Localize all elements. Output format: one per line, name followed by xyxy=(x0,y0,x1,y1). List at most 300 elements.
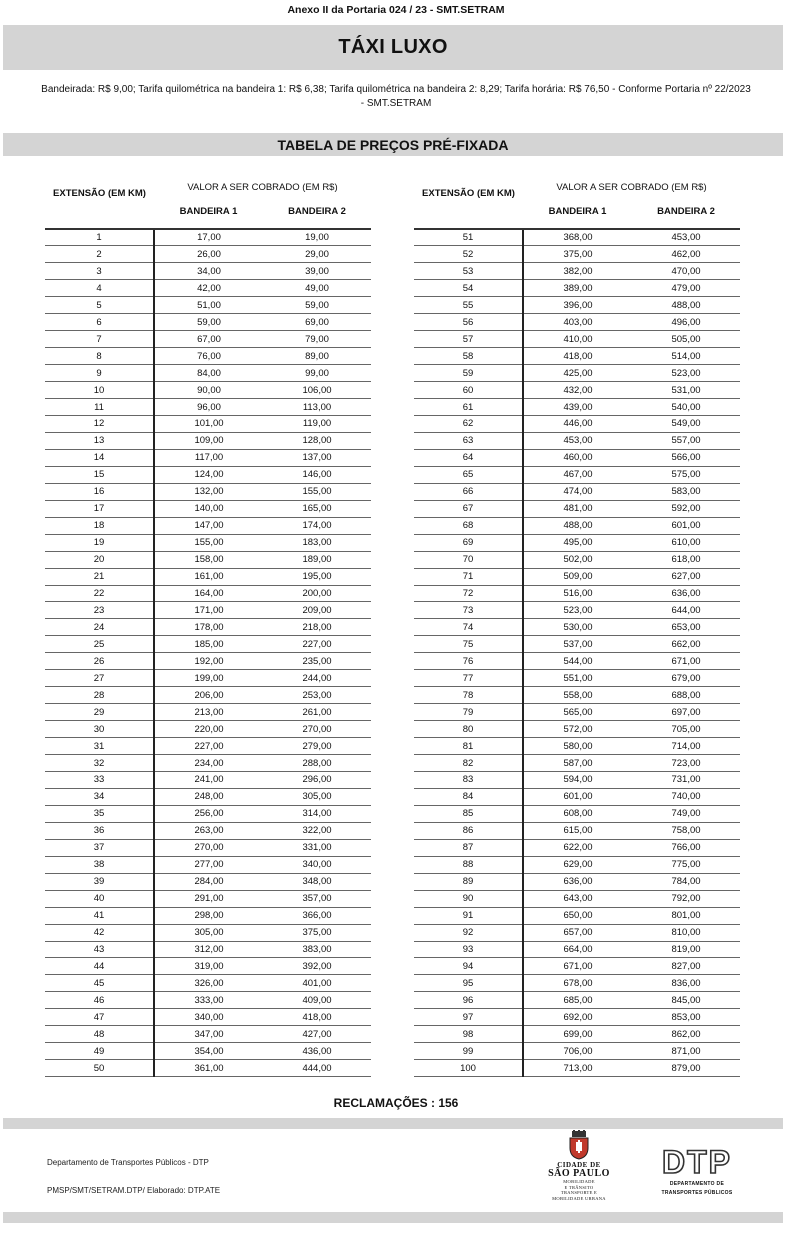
cell-bandeira2: 253,00 xyxy=(263,687,371,704)
cell-bandeira2: 314,00 xyxy=(263,805,371,822)
cell-extensao: 56 xyxy=(414,314,523,331)
table-row xyxy=(414,280,740,297)
sp-sec-line-3: TRANSPORTE E xyxy=(560,1190,598,1195)
table-row xyxy=(45,1026,371,1043)
cell-bandeira1: 333,00 xyxy=(154,992,263,1009)
cell-bandeira1: 692,00 xyxy=(523,1009,632,1026)
cell-bandeira1: 84,00 xyxy=(154,365,263,382)
cell-bandeira2: 792,00 xyxy=(632,890,740,907)
cell-extensao: 68 xyxy=(414,517,523,534)
cell-bandeira1: 664,00 xyxy=(523,941,632,958)
table-row xyxy=(414,551,740,568)
cell-bandeira1: 572,00 xyxy=(523,721,632,738)
annex-caption: Anexo II da Portaria 024 / 23 - SMT.SETRAM xyxy=(287,4,505,16)
cell-bandeira2: 79,00 xyxy=(263,331,371,348)
table-row xyxy=(414,653,740,670)
cell-extensao: 66 xyxy=(414,483,523,500)
cell-bandeira1: 375,00 xyxy=(523,246,632,263)
cell-bandeira1: 51,00 xyxy=(154,297,263,314)
cell-bandeira1: 495,00 xyxy=(523,534,632,551)
cell-bandeira1: 361,00 xyxy=(154,1060,263,1077)
cell-extensao: 11 xyxy=(45,399,154,416)
cell-bandeira1: 270,00 xyxy=(154,839,263,856)
cell-extensao: 18 xyxy=(45,517,154,534)
cell-extensao: 57 xyxy=(414,331,523,348)
cell-bandeira2: 601,00 xyxy=(632,517,740,534)
sp-city-small: CIDADE DE xyxy=(557,1161,601,1169)
cell-bandeira2: 470,00 xyxy=(632,263,740,280)
dtp-logo-text: DTP xyxy=(662,1146,732,1178)
cell-bandeira1: 248,00 xyxy=(154,788,263,805)
cell-bandeira2: 128,00 xyxy=(263,432,371,449)
cell-extensao: 73 xyxy=(414,602,523,619)
cell-bandeira2: 366,00 xyxy=(263,907,371,924)
cell-bandeira1: 206,00 xyxy=(154,687,263,704)
cell-bandeira2: 845,00 xyxy=(632,992,740,1009)
cell-bandeira1: 425,00 xyxy=(523,365,632,382)
table-row xyxy=(45,738,371,755)
table-row xyxy=(45,907,371,924)
table-row xyxy=(414,1026,740,1043)
cell-bandeira2: 195,00 xyxy=(263,568,371,585)
cell-bandeira1: 256,00 xyxy=(154,805,263,822)
cell-extensao: 10 xyxy=(45,382,154,399)
cell-bandeira2: 636,00 xyxy=(632,585,740,602)
cell-extensao: 80 xyxy=(414,721,523,738)
cell-bandeira2: 261,00 xyxy=(263,704,371,721)
cell-bandeira1: 171,00 xyxy=(154,602,263,619)
table-row xyxy=(414,873,740,890)
table-row xyxy=(45,551,371,568)
table-row xyxy=(414,772,740,789)
cell-bandeira1: 530,00 xyxy=(523,619,632,636)
cell-bandeira1: 474,00 xyxy=(523,483,632,500)
cell-extensao: 88 xyxy=(414,856,523,873)
table-row xyxy=(45,687,371,704)
cell-bandeira1: 587,00 xyxy=(523,755,632,772)
cell-bandeira2: 119,00 xyxy=(263,415,371,432)
cell-extensao: 20 xyxy=(45,551,154,568)
cell-bandeira2: 227,00 xyxy=(263,636,371,653)
cell-bandeira2: 819,00 xyxy=(632,941,740,958)
cell-extensao: 85 xyxy=(414,805,523,822)
table-row xyxy=(45,466,371,483)
cell-bandeira1: 389,00 xyxy=(523,280,632,297)
cell-bandeira2: 801,00 xyxy=(632,907,740,924)
table-row xyxy=(414,585,740,602)
cell-bandeira2: 557,00 xyxy=(632,432,740,449)
cell-bandeira2: 549,00 xyxy=(632,415,740,432)
table-row xyxy=(45,941,371,958)
cell-extensao: 44 xyxy=(45,958,154,975)
cell-bandeira2: 627,00 xyxy=(632,568,740,585)
col-header-bandeira1: BANDEIRA 1 xyxy=(154,199,263,229)
cell-bandeira1: 213,00 xyxy=(154,704,263,721)
cell-extensao: 9 xyxy=(45,365,154,382)
cell-extensao: 64 xyxy=(414,449,523,466)
cell-bandeira2: 357,00 xyxy=(263,890,371,907)
table-row xyxy=(45,415,371,432)
col-header-bandeira2: BANDEIRA 2 xyxy=(263,199,371,229)
table-row xyxy=(414,246,740,263)
cell-bandeira2: 209,00 xyxy=(263,602,371,619)
dtp-logo-mark xyxy=(651,1146,743,1178)
table-row xyxy=(45,1043,371,1060)
cell-extensao: 86 xyxy=(414,822,523,839)
cell-bandeira2: 29,00 xyxy=(263,246,371,263)
cell-bandeira2: 740,00 xyxy=(632,788,740,805)
table-row xyxy=(45,297,371,314)
cell-extensao: 17 xyxy=(45,500,154,517)
cell-extensao: 50 xyxy=(45,1060,154,1077)
cell-bandeira2: 113,00 xyxy=(263,399,371,416)
table-row xyxy=(45,839,371,856)
cell-extensao: 84 xyxy=(414,788,523,805)
cell-bandeira2: 183,00 xyxy=(263,534,371,551)
table-row xyxy=(414,1009,740,1026)
table-row xyxy=(414,839,740,856)
cell-bandeira1: 340,00 xyxy=(154,1009,263,1026)
cell-bandeira2: 418,00 xyxy=(263,1009,371,1026)
cell-extensao: 97 xyxy=(414,1009,523,1026)
cell-bandeira2: 19,00 xyxy=(263,229,371,246)
cell-extensao: 21 xyxy=(45,568,154,585)
table-row xyxy=(414,449,740,466)
table-row xyxy=(414,755,740,772)
table-row xyxy=(414,534,740,551)
table-row xyxy=(45,805,371,822)
table-row xyxy=(414,687,740,704)
cell-extensao: 41 xyxy=(45,907,154,924)
cell-bandeira2: 871,00 xyxy=(632,1043,740,1060)
cell-bandeira1: 685,00 xyxy=(523,992,632,1009)
cell-bandeira2: 453,00 xyxy=(632,229,740,246)
table-row xyxy=(45,517,371,534)
cell-bandeira2: 671,00 xyxy=(632,653,740,670)
cell-extensao: 99 xyxy=(414,1043,523,1060)
cell-bandeira1: 291,00 xyxy=(154,890,263,907)
dtp-sub-line-1: DEPARTAMENTO DE xyxy=(669,1181,725,1187)
sp-sec-line-1: MOBILIDADE xyxy=(563,1179,595,1184)
cell-bandeira1: 241,00 xyxy=(154,772,263,789)
cell-bandeira1: 629,00 xyxy=(523,856,632,873)
cell-bandeira2: 505,00 xyxy=(632,331,740,348)
table-row xyxy=(45,890,371,907)
table-row xyxy=(414,890,740,907)
cell-extensao: 78 xyxy=(414,687,523,704)
cell-extensao: 89 xyxy=(414,873,523,890)
table-row xyxy=(45,704,371,721)
table-row xyxy=(414,822,740,839)
cell-extensao: 12 xyxy=(45,415,154,432)
table-row xyxy=(414,924,740,941)
cell-extensao: 92 xyxy=(414,924,523,941)
footer-elaborated: PMSP/SMT/SETRAM.DTP/ Elaborado: DTP.ATE xyxy=(47,1186,221,1195)
cell-extensao: 4 xyxy=(45,280,154,297)
cell-bandeira1: 643,00 xyxy=(523,890,632,907)
cell-bandeira2: 592,00 xyxy=(632,500,740,517)
cell-extensao: 29 xyxy=(45,704,154,721)
cell-bandeira1: 192,00 xyxy=(154,653,263,670)
cell-extensao: 25 xyxy=(45,636,154,653)
cell-bandeira2: 235,00 xyxy=(263,653,371,670)
table-title-band xyxy=(3,133,783,156)
cell-extensao: 38 xyxy=(45,856,154,873)
cell-bandeira2: 688,00 xyxy=(632,687,740,704)
cell-extensao: 7 xyxy=(45,331,154,348)
cell-bandeira1: 523,00 xyxy=(523,602,632,619)
table-row xyxy=(45,314,371,331)
cell-bandeira1: 551,00 xyxy=(523,670,632,687)
cell-bandeira2: 174,00 xyxy=(263,517,371,534)
table-row xyxy=(45,772,371,789)
cell-extensao: 61 xyxy=(414,399,523,416)
cell-extensao: 54 xyxy=(414,280,523,297)
table-row xyxy=(45,822,371,839)
table-row xyxy=(414,399,740,416)
cell-extensao: 93 xyxy=(414,941,523,958)
cell-bandeira1: 706,00 xyxy=(523,1043,632,1060)
cell-extensao: 1 xyxy=(45,229,154,246)
table-row xyxy=(45,263,371,280)
cell-extensao: 28 xyxy=(45,687,154,704)
cell-extensao: 19 xyxy=(45,534,154,551)
page-title: TÁXI LUXO xyxy=(338,36,448,58)
cell-bandeira1: 158,00 xyxy=(154,551,263,568)
cell-extensao: 100 xyxy=(414,1060,523,1077)
cell-bandeira1: 650,00 xyxy=(523,907,632,924)
cell-bandeira1: 488,00 xyxy=(523,517,632,534)
cell-bandeira2: 331,00 xyxy=(263,839,371,856)
cell-bandeira1: 502,00 xyxy=(523,551,632,568)
table-title: TABELA DE PREÇOS PRÉ-FIXADA xyxy=(277,136,509,153)
cell-bandeira1: 312,00 xyxy=(154,941,263,958)
cell-bandeira1: 347,00 xyxy=(154,1026,263,1043)
cell-bandeira1: 354,00 xyxy=(154,1043,263,1060)
cell-bandeira1: 544,00 xyxy=(523,653,632,670)
table-row xyxy=(414,992,740,1009)
cell-bandeira1: 580,00 xyxy=(523,738,632,755)
cell-extensao: 22 xyxy=(45,585,154,602)
table-row xyxy=(414,432,740,449)
cell-extensao: 65 xyxy=(414,466,523,483)
cell-bandeira1: 608,00 xyxy=(523,805,632,822)
cell-bandeira1: 42,00 xyxy=(154,280,263,297)
table-row xyxy=(45,382,371,399)
cell-extensao: 48 xyxy=(45,1026,154,1043)
table-row xyxy=(414,958,740,975)
cell-bandeira1: 537,00 xyxy=(523,636,632,653)
cell-extensao: 49 xyxy=(45,1043,154,1060)
cell-bandeira2: 610,00 xyxy=(632,534,740,551)
cell-bandeira1: 34,00 xyxy=(154,263,263,280)
cell-extensao: 40 xyxy=(45,890,154,907)
cell-bandeira2: 165,00 xyxy=(263,500,371,517)
table-row xyxy=(414,738,740,755)
cell-bandeira2: 853,00 xyxy=(632,1009,740,1026)
cell-extensao: 59 xyxy=(414,365,523,382)
cell-bandeira1: 305,00 xyxy=(154,924,263,941)
cell-extensao: 15 xyxy=(45,466,154,483)
cell-bandeira1: 636,00 xyxy=(523,873,632,890)
cell-bandeira2: 392,00 xyxy=(263,958,371,975)
table-row xyxy=(45,788,371,805)
cell-bandeira1: 481,00 xyxy=(523,500,632,517)
cell-bandeira1: 17,00 xyxy=(154,229,263,246)
table-body-right xyxy=(414,229,740,1077)
table-row xyxy=(414,602,740,619)
cell-extensao: 94 xyxy=(414,958,523,975)
cell-bandeira1: 147,00 xyxy=(154,517,263,534)
cell-bandeira1: 140,00 xyxy=(154,500,263,517)
cell-bandeira1: 155,00 xyxy=(154,534,263,551)
cell-extensao: 43 xyxy=(45,941,154,958)
cell-extensao: 91 xyxy=(414,907,523,924)
cell-extensao: 30 xyxy=(45,721,154,738)
cell-bandeira2: 270,00 xyxy=(263,721,371,738)
table-row xyxy=(45,500,371,517)
cell-bandeira2: 653,00 xyxy=(632,619,740,636)
cell-extensao: 55 xyxy=(414,297,523,314)
cell-extensao: 39 xyxy=(45,873,154,890)
table-row xyxy=(414,297,740,314)
table-row xyxy=(45,399,371,416)
table-row xyxy=(414,331,740,348)
cell-bandeira2: 69,00 xyxy=(263,314,371,331)
cell-bandeira1: 622,00 xyxy=(523,839,632,856)
cell-extensao: 52 xyxy=(414,246,523,263)
cell-extensao: 27 xyxy=(45,670,154,687)
cell-bandeira1: 446,00 xyxy=(523,415,632,432)
cell-bandeira1: 263,00 xyxy=(154,822,263,839)
cell-extensao: 79 xyxy=(414,704,523,721)
cell-bandeira2: 705,00 xyxy=(632,721,740,738)
table-row xyxy=(45,365,371,382)
cell-bandeira2: 427,00 xyxy=(263,1026,371,1043)
cell-extensao: 63 xyxy=(414,432,523,449)
cell-bandeira1: 124,00 xyxy=(154,466,263,483)
cell-bandeira2: 766,00 xyxy=(632,839,740,856)
cell-extensao: 24 xyxy=(45,619,154,636)
reclamacoes-label: RECLAMAÇÕES : 156 xyxy=(333,1096,459,1110)
cell-bandeira2: 146,00 xyxy=(263,466,371,483)
cell-extensao: 60 xyxy=(414,382,523,399)
table-row xyxy=(45,602,371,619)
cell-extensao: 5 xyxy=(45,297,154,314)
cell-bandeira2: 279,00 xyxy=(263,738,371,755)
cell-bandeira2: 575,00 xyxy=(632,466,740,483)
cell-extensao: 13 xyxy=(45,432,154,449)
table-row xyxy=(414,941,740,958)
table-row xyxy=(414,721,740,738)
table-row xyxy=(45,534,371,551)
cell-bandeira2: 488,00 xyxy=(632,297,740,314)
table-row xyxy=(45,229,371,246)
cell-bandeira1: 432,00 xyxy=(523,382,632,399)
table-row xyxy=(45,585,371,602)
cell-bandeira2: 540,00 xyxy=(632,399,740,416)
cell-extensao: 70 xyxy=(414,551,523,568)
tariff-note: Bandeirada: R$ 9,00; Tarifa quilométrica na bandeira 1: R$ 6,38; Tarifa quilométrica na bandeira 2: 8,29; Tarifa horária: R$ 76,50 - Conforme Portaria nº 22/2023 - SMT.SETRAM xyxy=(41,84,751,109)
table-row xyxy=(45,449,371,466)
cell-extensao: 46 xyxy=(45,992,154,1009)
cell-bandeira1: 594,00 xyxy=(523,772,632,789)
table-row xyxy=(45,873,371,890)
cell-bandeira1: 90,00 xyxy=(154,382,263,399)
cell-bandeira2: 89,00 xyxy=(263,348,371,365)
table-row xyxy=(45,975,371,992)
cell-bandeira1: 59,00 xyxy=(154,314,263,331)
cell-bandeira1: 67,00 xyxy=(154,331,263,348)
cell-bandeira1: 657,00 xyxy=(523,924,632,941)
cell-extensao: 33 xyxy=(45,772,154,789)
cell-extensao: 76 xyxy=(414,653,523,670)
cell-extensao: 81 xyxy=(414,738,523,755)
cell-bandeira2: 218,00 xyxy=(263,619,371,636)
table-row xyxy=(414,1043,740,1060)
cell-bandeira1: 467,00 xyxy=(523,466,632,483)
cell-bandeira1: 319,00 xyxy=(154,958,263,975)
cell-extensao: 75 xyxy=(414,636,523,653)
table-row xyxy=(45,958,371,975)
cell-bandeira2: 479,00 xyxy=(632,280,740,297)
table-row xyxy=(45,246,371,263)
table-row xyxy=(45,670,371,687)
cell-extensao: 51 xyxy=(414,229,523,246)
cell-bandeira2: 618,00 xyxy=(632,551,740,568)
cell-bandeira1: 164,00 xyxy=(154,585,263,602)
table-row xyxy=(45,636,371,653)
cell-bandeira2: 662,00 xyxy=(632,636,740,653)
cell-bandeira1: 418,00 xyxy=(523,348,632,365)
divider-bar xyxy=(3,1118,783,1129)
table-row xyxy=(45,483,371,500)
cell-bandeira2: 714,00 xyxy=(632,738,740,755)
cell-bandeira1: 277,00 xyxy=(154,856,263,873)
cell-extensao: 82 xyxy=(414,755,523,772)
cell-bandeira2: 862,00 xyxy=(632,1026,740,1043)
cell-extensao: 26 xyxy=(45,653,154,670)
cell-bandeira2: 644,00 xyxy=(632,602,740,619)
cell-bandeira1: 678,00 xyxy=(523,975,632,992)
cell-bandeira1: 234,00 xyxy=(154,755,263,772)
cell-extensao: 31 xyxy=(45,738,154,755)
cell-bandeira1: 410,00 xyxy=(523,331,632,348)
dtp-logo xyxy=(651,1146,743,1196)
cell-bandeira1: 109,00 xyxy=(154,432,263,449)
cell-bandeira1: 132,00 xyxy=(154,483,263,500)
cell-bandeira2: 879,00 xyxy=(632,1060,740,1077)
sao-paulo-coat-of-arms-icon xyxy=(565,1130,593,1160)
sp-sec-line-2: E TRÂNSITO xyxy=(564,1184,594,1190)
cell-bandeira2: 244,00 xyxy=(263,670,371,687)
cell-bandeira2: 39,00 xyxy=(263,263,371,280)
cell-bandeira2: 49,00 xyxy=(263,280,371,297)
cell-bandeira1: 76,00 xyxy=(154,348,263,365)
cell-extensao: 45 xyxy=(45,975,154,992)
cell-bandeira1: 615,00 xyxy=(523,822,632,839)
cell-extensao: 72 xyxy=(414,585,523,602)
cell-extensao: 37 xyxy=(45,839,154,856)
table-row xyxy=(414,263,740,280)
cell-bandeira2: 496,00 xyxy=(632,314,740,331)
table-row xyxy=(45,568,371,585)
cell-extensao: 98 xyxy=(414,1026,523,1043)
table-row xyxy=(45,721,371,738)
cell-bandeira2: 436,00 xyxy=(263,1043,371,1060)
cell-bandeira2: 462,00 xyxy=(632,246,740,263)
title-band xyxy=(3,25,783,70)
